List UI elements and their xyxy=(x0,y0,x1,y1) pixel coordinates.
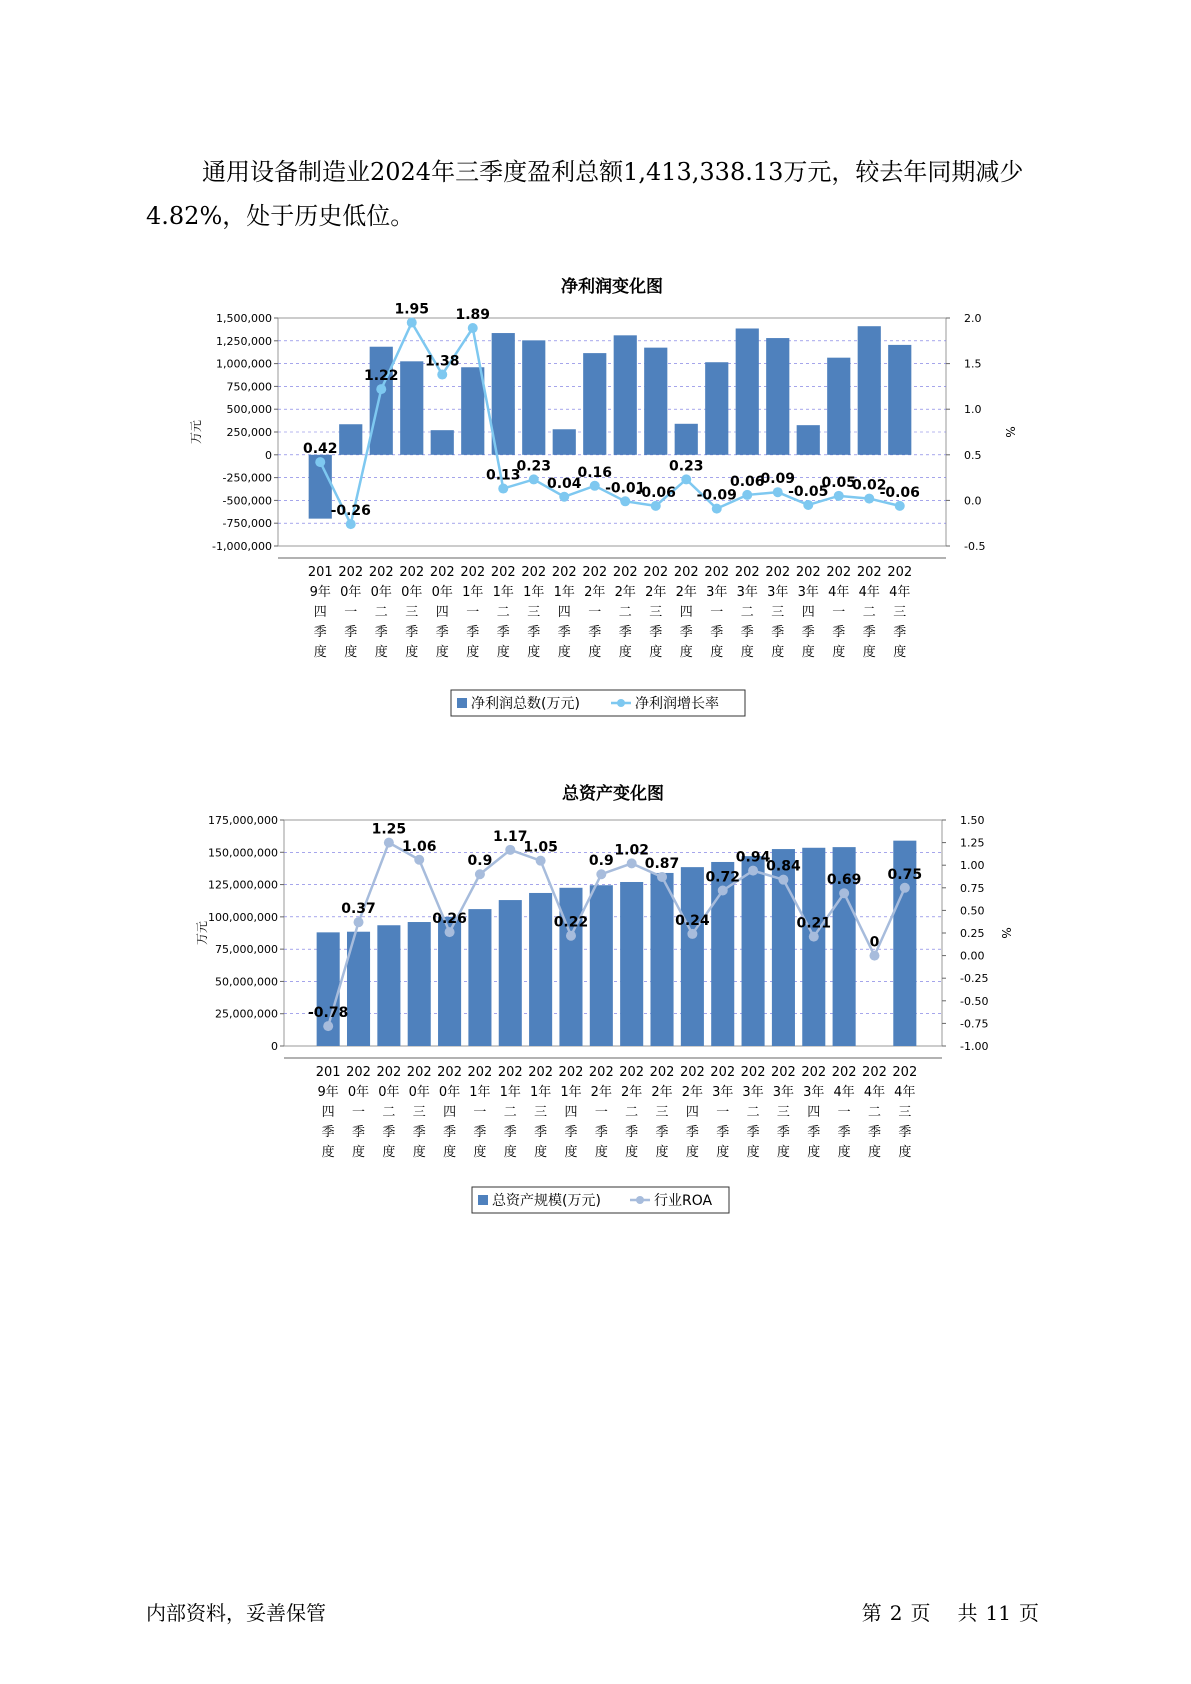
x-tick-label: 202 1年一季度 xyxy=(467,1065,493,1160)
x-tick-label: 202 1年一季度 xyxy=(460,565,486,660)
data-label: 0.05 xyxy=(821,474,857,491)
bar xyxy=(408,922,431,1046)
x-tick-label: 202 4年三季度 xyxy=(892,1065,918,1160)
y-tick-label: 0 xyxy=(271,1040,278,1053)
legend-line-label: 行业ROA xyxy=(654,1193,713,1209)
total-prefix: 共 xyxy=(957,1601,978,1625)
y2-tick-label: 1.00 xyxy=(960,859,985,873)
x-tick-label: 202 3年一季度 xyxy=(704,565,730,660)
x-tick-label: 202 1年二季度 xyxy=(497,1065,523,1160)
y-axis-title: 万元 xyxy=(189,419,203,445)
bar xyxy=(858,326,881,455)
x-tick-label: 202 0年二季度 xyxy=(368,565,394,660)
line-point xyxy=(839,888,849,898)
line-point xyxy=(596,869,606,879)
line-point xyxy=(346,519,356,529)
data-label: 1.95 xyxy=(394,301,430,318)
chart-title: 净利润变化图 xyxy=(561,277,663,297)
bar xyxy=(431,430,454,455)
y2-tick-label: 2.0 xyxy=(964,312,982,325)
line-point xyxy=(778,875,788,885)
x-tick-label: 202 4年一季度 xyxy=(831,1065,857,1160)
data-label: 0.37 xyxy=(341,901,376,918)
bar xyxy=(802,848,825,1046)
line-point xyxy=(354,917,364,927)
net-profit-chart xyxy=(0,268,1191,723)
data-label: 1.89 xyxy=(455,307,491,324)
bar xyxy=(400,361,423,454)
bar xyxy=(705,362,728,455)
bar xyxy=(681,867,704,1046)
bar xyxy=(529,893,552,1046)
y2-tick-label: 0.50 xyxy=(960,904,985,918)
data-label: 1.02 xyxy=(614,842,649,859)
line-point xyxy=(559,492,569,502)
bar xyxy=(499,900,522,1046)
line-point xyxy=(407,318,417,328)
y-tick-label: 1,500,000 xyxy=(216,312,272,325)
y-axis-title: 万元 xyxy=(195,920,209,946)
line-point xyxy=(437,370,447,380)
data-label: 0.02 xyxy=(851,477,887,494)
x-tick-label: 202 1年四季度 xyxy=(551,565,577,660)
y-tick-label: 50,000,000 xyxy=(215,975,278,989)
data-label: 0.9 xyxy=(588,853,614,870)
y2-tick-label: -0.50 xyxy=(960,994,989,1008)
data-label: 0.04 xyxy=(546,475,582,492)
page-number xyxy=(858,1597,1043,1626)
y2-tick-label: 0.5 xyxy=(964,448,982,462)
x-tick-label: 202 0年三季度 xyxy=(406,1065,432,1160)
y2-axis-title: % xyxy=(999,927,1013,939)
y2-tick-label: 0.00 xyxy=(960,949,985,963)
y-tick-label: 500,000 xyxy=(226,403,272,417)
bar xyxy=(675,424,698,455)
chart-title: 总资产变化图 xyxy=(562,784,664,804)
x-tick-label: 202 0年四季度 xyxy=(429,565,455,660)
bar xyxy=(644,348,667,455)
bar xyxy=(339,424,362,455)
line-point xyxy=(536,856,546,866)
bar xyxy=(827,358,850,455)
line-point xyxy=(590,481,600,491)
x-tick-label: 202 4年一季度 xyxy=(826,565,852,660)
data-label: 1.38 xyxy=(424,353,460,370)
y-tick-label: 0 xyxy=(265,448,272,462)
line-point xyxy=(773,487,783,497)
line-point xyxy=(748,866,758,876)
line-point xyxy=(376,384,386,394)
bar xyxy=(736,328,759,454)
legend-line-label: 净利润增长率 xyxy=(635,696,719,712)
data-label: 0.22 xyxy=(553,914,589,931)
data-label: 0.84 xyxy=(766,858,801,875)
data-label: 0.42 xyxy=(302,441,338,458)
y-tick-label: 25,000,000 xyxy=(215,1007,278,1021)
x-tick-label: 202 4年二季度 xyxy=(856,565,882,660)
line-point xyxy=(384,838,394,848)
bar xyxy=(583,353,606,455)
line-point xyxy=(627,858,637,868)
x-tick-label: 202 1年三季度 xyxy=(528,1065,554,1160)
y-tick-label: 125,000,000 xyxy=(208,878,278,892)
line-point xyxy=(657,872,667,882)
x-tick-label: 201 9年四季度 xyxy=(307,565,333,660)
bar xyxy=(620,882,643,1046)
legend-bar-swatch xyxy=(478,1195,488,1205)
x-tick-label: 202 2年二季度 xyxy=(612,565,638,660)
x-tick-label: 202 3年二季度 xyxy=(740,1065,766,1160)
line-point xyxy=(498,484,508,494)
y-tick-label: -1,000,000 xyxy=(212,540,272,553)
page-total: 11 xyxy=(985,1601,1011,1625)
data-label: 0.26 xyxy=(432,911,467,928)
data-label: -0.26 xyxy=(330,503,371,520)
legend-bar-label: 净利润总数(万元) xyxy=(471,696,580,712)
bar xyxy=(468,909,491,1046)
line-point xyxy=(620,496,630,506)
x-tick-label: 202 1年四季度 xyxy=(558,1065,584,1160)
summary-paragraph: 通用设备制造业2024年三季度盈利总额1,413,338.13万元，较去年同期减少4.82%，处于历史低位。 xyxy=(146,158,1024,230)
line-point xyxy=(651,501,661,511)
data-label: -0.06 xyxy=(635,484,676,501)
data-label: -0.05 xyxy=(788,483,829,500)
data-label: 0.23 xyxy=(516,458,552,475)
data-label: 0.94 xyxy=(735,849,771,866)
data-label: 0.9 xyxy=(467,853,493,870)
line-point xyxy=(869,951,879,961)
data-label: 0.09 xyxy=(760,471,796,488)
line-point xyxy=(529,474,539,484)
y2-tick-label: -0.25 xyxy=(960,972,989,986)
bar xyxy=(377,925,400,1046)
x-tick-label: 202 0年一季度 xyxy=(338,565,364,660)
x-tick-label: 202 4年三季度 xyxy=(887,565,913,660)
data-label: 0.24 xyxy=(675,912,710,929)
y2-tick-label: 0.75 xyxy=(960,881,985,895)
x-tick-label: 202 2年三季度 xyxy=(643,565,669,660)
data-label: -0.06 xyxy=(879,484,920,501)
y2-tick-label: -1.00 xyxy=(960,1040,989,1053)
x-tick-label: 202 0年四季度 xyxy=(437,1065,462,1160)
y-tick-label: 1,000,000 xyxy=(216,357,272,371)
data-label: 0.13 xyxy=(485,467,521,484)
y-tick-label: 1,250,000 xyxy=(216,334,272,348)
line-point xyxy=(712,504,722,514)
x-tick-label: 202 2年四季度 xyxy=(673,565,699,660)
x-tick-label: 202 0年三季度 xyxy=(399,565,425,660)
y-tick-label: 100,000,000 xyxy=(208,910,278,924)
data-label: 1.05 xyxy=(523,839,558,856)
y2-axis-title: % xyxy=(1003,426,1017,438)
data-label: 0.16 xyxy=(577,464,613,481)
page-prefix: 第 xyxy=(861,1601,882,1625)
y-tick-label: 75,000,000 xyxy=(215,943,278,957)
y2-tick-label: -0.5 xyxy=(964,540,986,553)
data-label: 0.69 xyxy=(826,872,862,889)
line-point xyxy=(803,500,813,510)
data-label: 0.23 xyxy=(668,458,704,475)
data-label: -0.09 xyxy=(696,487,737,504)
x-tick-label: 202 3年一季度 xyxy=(710,1065,736,1160)
line-point xyxy=(742,490,752,500)
x-tick-label: 202 3年四季度 xyxy=(795,565,821,660)
x-tick-label: 202 2年一季度 xyxy=(588,1065,614,1160)
x-tick-label: 202 2年四季度 xyxy=(679,1065,705,1160)
line-point xyxy=(718,886,728,896)
bar xyxy=(590,885,613,1046)
x-tick-label: 202 3年二季度 xyxy=(734,565,760,660)
line-point xyxy=(809,932,819,942)
line-point xyxy=(566,931,576,941)
bar xyxy=(797,425,820,455)
x-tick-label: 202 2年一季度 xyxy=(582,565,608,660)
x-tick-label: 202 0年二季度 xyxy=(376,1065,402,1160)
x-tick-label: 202 1年三季度 xyxy=(521,565,547,660)
y2-tick-label: 1.25 xyxy=(960,836,985,850)
legend-line-marker xyxy=(636,1196,644,1204)
bar xyxy=(370,347,393,455)
data-label: 0.75 xyxy=(887,866,923,883)
x-tick-label: 201 9年四季度 xyxy=(315,1065,341,1160)
data-label: 1.06 xyxy=(401,838,437,855)
data-label: 0.87 xyxy=(644,855,680,872)
bar xyxy=(766,338,789,455)
line-point xyxy=(323,1021,333,1031)
y2-tick-label: 1.5 xyxy=(964,357,982,371)
data-label: 1.25 xyxy=(371,821,407,838)
y2-tick-label: 0.25 xyxy=(960,927,985,940)
x-tick-label: 202 1年二季度 xyxy=(490,565,516,660)
bar xyxy=(461,367,484,455)
confidential-note: 内部资料，妥善保管 xyxy=(146,1601,326,1625)
x-tick-label: 202 3年四季度 xyxy=(801,1065,827,1160)
line-point xyxy=(505,845,515,855)
page-unit: 页 xyxy=(910,1601,931,1625)
bar xyxy=(492,333,515,455)
y-tick-label: -250,000 xyxy=(222,471,272,485)
bar xyxy=(742,856,765,1046)
data-label: 0.72 xyxy=(705,869,740,886)
line-point xyxy=(895,501,905,511)
page-current: 2 xyxy=(889,1601,903,1625)
legend-bar-swatch xyxy=(457,698,467,708)
x-tick-label: 202 3年三季度 xyxy=(771,1065,796,1160)
y-tick-label: 750,000 xyxy=(226,380,272,394)
x-tick-label: 202 0年一季度 xyxy=(346,1065,371,1160)
line-point xyxy=(834,491,844,501)
line-point xyxy=(864,494,874,504)
line-point xyxy=(475,869,485,879)
bar xyxy=(650,873,673,1046)
x-tick-label: 202 4年二季度 xyxy=(862,1065,887,1160)
total-unit: 页 xyxy=(1019,1601,1039,1625)
line-point xyxy=(414,855,424,865)
line-point xyxy=(315,457,325,467)
data-label: 1.17 xyxy=(493,828,528,845)
total-assets-chart xyxy=(0,775,1191,1230)
y-tick-label: 175,000,000 xyxy=(208,814,278,827)
data-label: 1.22 xyxy=(363,368,399,385)
line-point xyxy=(681,474,691,484)
y-tick-label: 150,000,000 xyxy=(208,846,278,860)
y-tick-label: -500,000 xyxy=(222,494,272,508)
data-label: -0.01 xyxy=(605,480,646,497)
y2-tick-label: 1.0 xyxy=(964,403,982,417)
bar xyxy=(888,345,911,455)
y-tick-label: -750,000 xyxy=(222,517,272,531)
data-label: 0 xyxy=(869,934,880,951)
line-point xyxy=(468,323,478,333)
bar xyxy=(614,335,637,454)
bar xyxy=(559,888,582,1046)
legend-line-marker xyxy=(617,699,625,707)
data-label: 0.06 xyxy=(729,473,765,490)
data-label: 0.21 xyxy=(796,915,832,932)
line-point xyxy=(687,929,697,939)
legend-bar-label: 总资产规模(万元) xyxy=(492,1193,601,1209)
y-tick-label: 250,000 xyxy=(226,426,272,439)
bar xyxy=(522,340,545,454)
bar xyxy=(553,429,576,455)
x-tick-label: 202 2年三季度 xyxy=(649,1065,675,1160)
x-tick-label: 202 2年二季度 xyxy=(619,1065,645,1160)
line-point xyxy=(900,883,910,893)
y2-tick-label: 0.0 xyxy=(964,494,982,508)
data-label: -0.78 xyxy=(307,1005,349,1022)
y2-tick-label: 1.50 xyxy=(960,814,985,827)
y2-tick-label: -0.75 xyxy=(960,1017,989,1031)
x-tick-label: 202 3年三季度 xyxy=(765,565,791,660)
line-point xyxy=(445,927,455,937)
